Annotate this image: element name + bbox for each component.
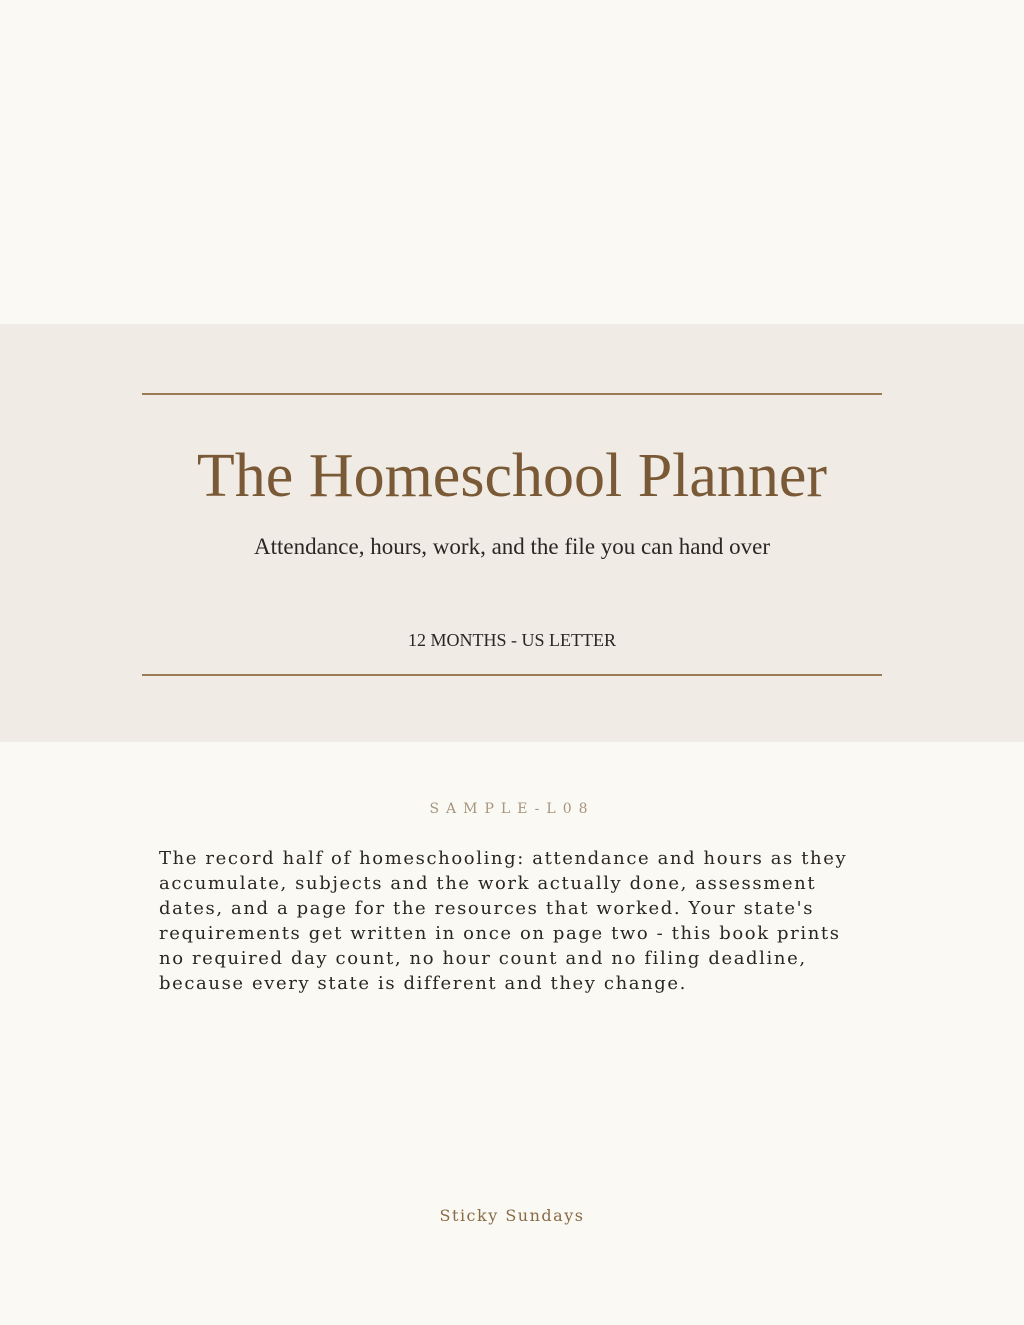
format-label: 12 MONTHS - US LETTER [408,630,616,650]
title-band [0,324,1024,742]
sample-code: SAMPLE-L08 [429,801,595,817]
page-subtitle: Attendance, hours, work, and the file you can hand over [253,534,771,559]
description-text: The record half of homeschooling: attendance and hours as they accumulate, subjects and the work actually done, assessment dates, and a page for the resources that worked. Your state's requirements get written in once on page two - this book prints no required day count, no hour count and no filing deadline, because every state is different and they change. [159,848,848,994]
page-title: The Homeschool Planner [196,442,828,510]
brand-name: Sticky Sundays [439,1206,585,1225]
bottom-divider [142,674,882,676]
top-divider [142,393,882,395]
